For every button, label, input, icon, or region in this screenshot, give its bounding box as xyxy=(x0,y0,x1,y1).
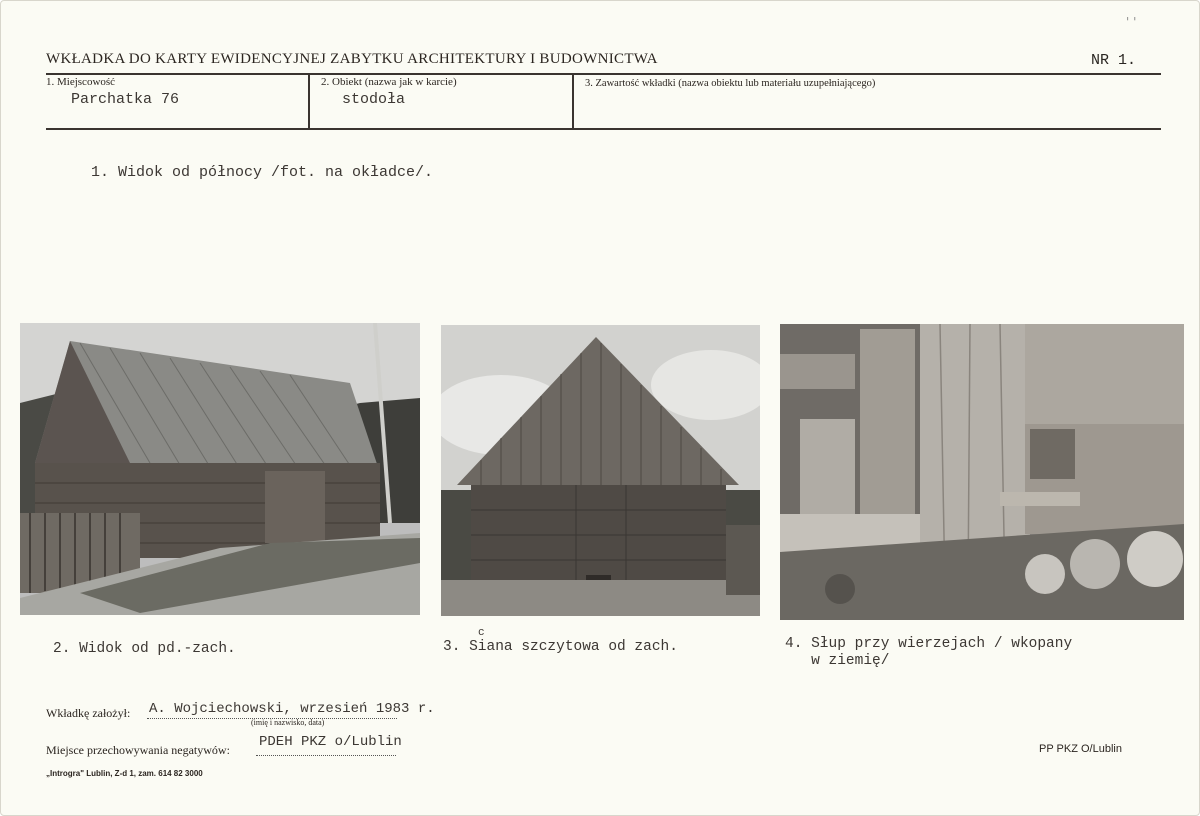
photo-post-detail xyxy=(780,324,1184,620)
miejscowosc-value: Parchatka 76 xyxy=(71,91,180,108)
field-divider-2 xyxy=(572,74,574,128)
nr-label: NR xyxy=(1091,52,1110,69)
photo-caption-1: 2. Widok od pd.-zach. xyxy=(53,641,236,657)
nr-value: 1. xyxy=(1118,52,1137,69)
miejsce-dotline xyxy=(256,755,396,756)
obiekt-label: 2. Obiekt (nazwa jak w karcie) xyxy=(321,76,457,88)
miejsce-value: PDEH PKZ o/Lublin xyxy=(259,734,402,750)
photo-caption-2: 3. Siana szczytowa od zach. xyxy=(443,639,678,655)
caption-correction-mark: c xyxy=(478,627,485,639)
photo-barn-southwest xyxy=(20,323,420,615)
zalozyl-hint: (imię i nazwisko, data) xyxy=(251,718,325,727)
office-stamp: PP PKZ O/Lublin xyxy=(1039,743,1122,755)
zawartosc-label: 3. Zawartość wkładki (nazwa obiektu lub materiału uzupełniającego) xyxy=(585,78,876,89)
card-number xyxy=(1091,52,1136,69)
fields-rule xyxy=(46,128,1161,130)
corner-marks: ' ' xyxy=(1126,15,1137,29)
field-divider-1 xyxy=(308,74,310,128)
miejscowosc-label: 1. Miejscowość xyxy=(46,76,116,88)
printer-imprint: „Introgra" Lublin, Z-d 1, zam. 614 82 3000 xyxy=(46,769,203,778)
miejsce-label: Miejsce przechowywania negatywów: xyxy=(46,743,230,757)
zalozyl-value: A. Wojciechowski, wrzesień 1983 r. xyxy=(149,701,435,717)
photo-gable-wall xyxy=(441,325,760,616)
header-rule xyxy=(46,73,1161,75)
photo-caption-3: 4. Słup przy wierzejach / wkopany w ziemię/ xyxy=(785,636,1073,669)
intro-line: 1. Widok od północy /fot. na okładce/. xyxy=(91,164,434,181)
obiekt-value: stodoła xyxy=(342,91,406,108)
card-title: WKŁADKA DO KARTY EWIDENCYJNEJ ZABYTKU ARCHITEKTURY I BUDOWNICTWA xyxy=(46,51,658,67)
zalozyl-label: Wkładkę założył: xyxy=(46,706,131,720)
